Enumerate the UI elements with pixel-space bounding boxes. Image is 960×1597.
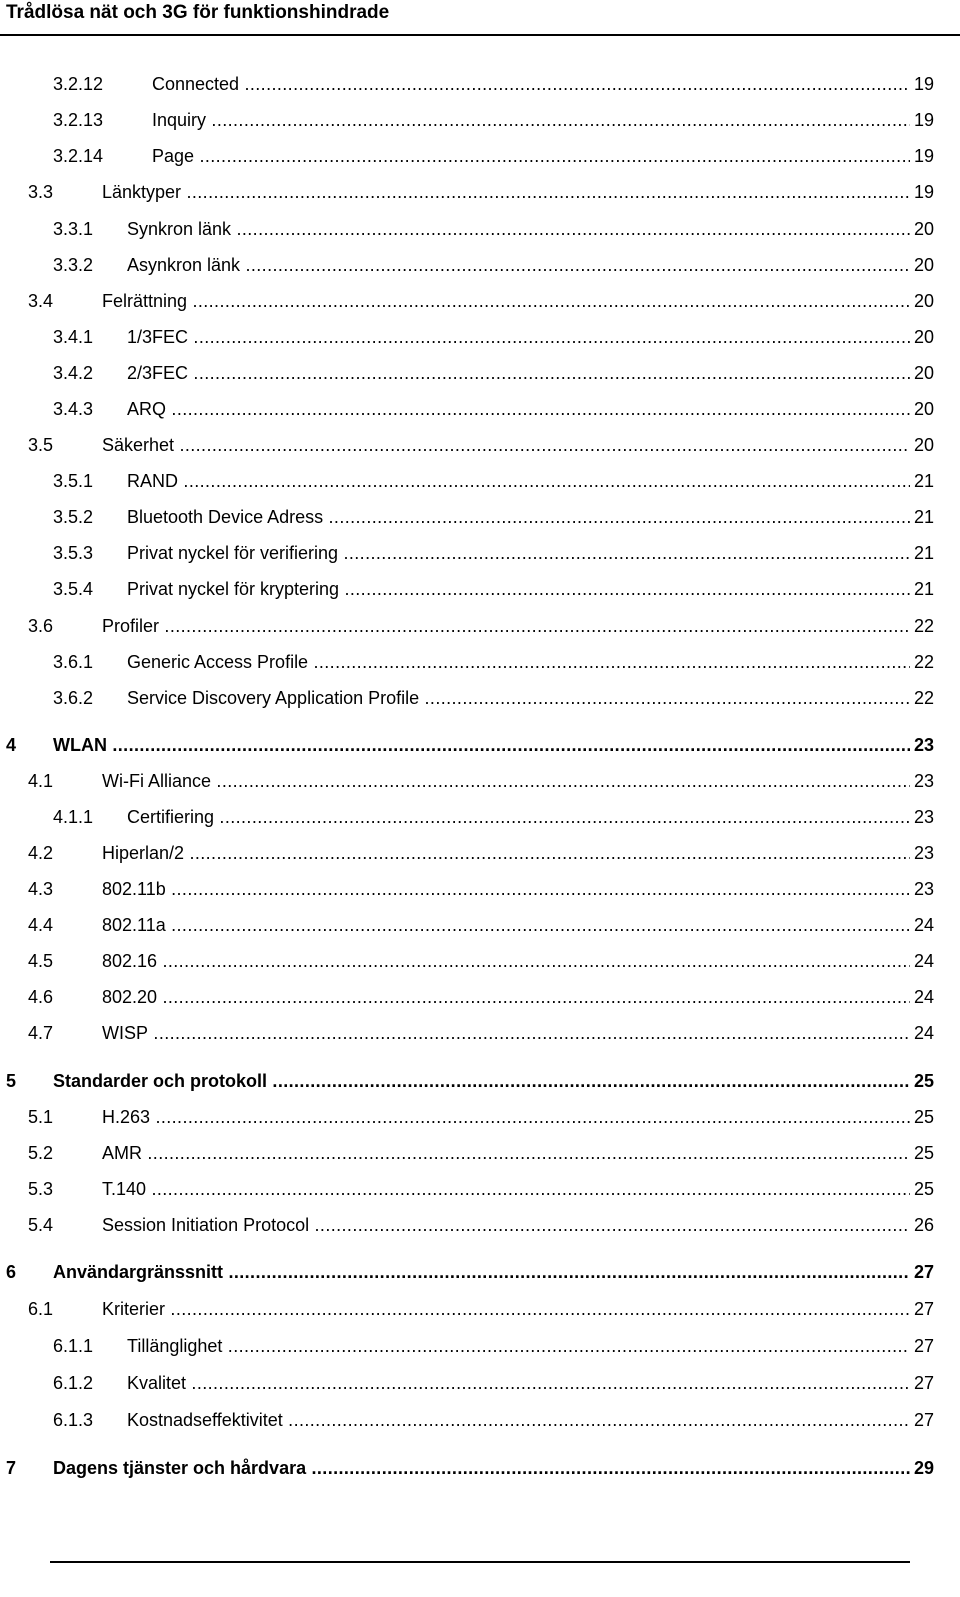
toc-entry[interactable] <box>0 361 960 385</box>
toc-entry[interactable] <box>0 72 960 96</box>
footer-divider <box>50 1561 910 1563</box>
toc-title: AMR ..... <box>102 1141 910 1165</box>
toc-page-number: 21 <box>914 469 954 493</box>
toc-page-number: 19 <box>914 180 954 204</box>
toc-title: Kvalitet ..... <box>127 1371 910 1395</box>
toc-number: 3.5.3 <box>53 543 94 563</box>
toc-title: Hiperlan/2 ..... <box>102 841 910 865</box>
toc-page-number: 23 <box>914 769 954 793</box>
toc-title: Privat nyckel för kryptering ..... <box>127 577 910 601</box>
toc-title: Dagens tjänster och hårdvara ..... <box>53 1456 910 1480</box>
toc-entry[interactable] <box>0 1105 960 1129</box>
toc-entry[interactable] <box>0 1334 960 1358</box>
toc-chapter[interactable] <box>0 733 960 757</box>
toc-number: 3.5 <box>28 435 54 455</box>
toc-page-number: 20 <box>914 397 954 421</box>
toc-number: 6 <box>6 1262 17 1282</box>
toc-entry[interactable] <box>0 253 960 277</box>
toc-title: Connected ..... <box>152 72 910 96</box>
header-divider <box>0 34 960 36</box>
toc-page-number: 25 <box>914 1141 954 1165</box>
toc-entry[interactable] <box>0 1177 960 1201</box>
toc-number: 4.1 <box>28 771 54 791</box>
toc-chapter[interactable] <box>0 1456 960 1480</box>
toc-number: 3.4 <box>28 291 54 311</box>
toc-title: Användargränssnitt ..... <box>53 1260 910 1284</box>
toc-number: 3.4.1 <box>53 327 94 347</box>
toc-entry[interactable] <box>0 614 960 638</box>
toc-number: 3.6 <box>28 616 54 636</box>
toc-page-number: 27 <box>914 1408 954 1432</box>
toc-title: 802.20 ..... <box>102 985 910 1009</box>
toc-entry[interactable] <box>0 1408 960 1432</box>
toc-page-number: 25 <box>914 1177 954 1201</box>
toc-title: Bluetooth Device Adress ..... <box>127 505 910 529</box>
toc-number: 4.7 <box>28 1023 54 1043</box>
toc-page-number: 23 <box>914 841 954 865</box>
toc-number: 5.2 <box>28 1143 54 1163</box>
toc-number: 3.4.2 <box>53 363 94 383</box>
toc-page-number: 25 <box>914 1105 954 1129</box>
toc-entry[interactable] <box>0 985 960 1009</box>
toc-page-number: 21 <box>914 505 954 529</box>
toc-number: 4.4 <box>28 915 54 935</box>
toc-entry[interactable] <box>0 650 960 674</box>
toc-entry[interactable] <box>0 1141 960 1165</box>
toc-number: 3.2.13 <box>53 110 104 130</box>
toc-chapter[interactable] <box>0 1069 960 1093</box>
toc-page-number: 24 <box>914 985 954 1009</box>
toc-entry[interactable] <box>0 180 960 204</box>
toc-number: 5 <box>6 1071 17 1091</box>
toc-entry[interactable] <box>0 1371 960 1395</box>
toc-title: Certifiering ..... <box>127 805 910 829</box>
toc-number: 3.3.1 <box>53 219 94 239</box>
toc-number: 4.2 <box>28 843 54 863</box>
toc-title: Länktyper ..... <box>102 180 910 204</box>
toc-title: Profiler ..... <box>102 614 910 638</box>
toc-page-number: 27 <box>914 1260 954 1284</box>
toc-title: 802.11b ..... <box>102 877 910 901</box>
toc-page-number: 20 <box>914 253 954 277</box>
toc-page-number: 24 <box>914 913 954 937</box>
toc-entry[interactable] <box>0 505 960 529</box>
toc-entry[interactable] <box>0 108 960 132</box>
toc-entry[interactable] <box>0 577 960 601</box>
toc-page-number: 23 <box>914 805 954 829</box>
toc-title: Tillänglighet ..... <box>127 1334 910 1358</box>
toc-number: 4.6 <box>28 987 54 1007</box>
toc-title: Generic Access Profile ..... <box>127 650 910 674</box>
toc-title: WISP ..... <box>102 1021 910 1045</box>
toc-number: 6.1.3 <box>53 1410 94 1430</box>
toc-page-number: 21 <box>914 577 954 601</box>
toc-title: Kostnadseffektivitet ..... <box>127 1408 910 1432</box>
toc-page-number: 23 <box>914 877 954 901</box>
toc-entry[interactable] <box>0 144 960 168</box>
toc-page-number: 20 <box>914 289 954 313</box>
toc-entry[interactable] <box>0 769 960 793</box>
toc-number: 7 <box>6 1458 17 1478</box>
toc-title: Wi-Fi Alliance ..... <box>102 769 910 793</box>
toc-entry[interactable] <box>0 469 960 493</box>
toc-title: 2/3FEC ..... <box>127 361 910 385</box>
toc-number: 3.2.14 <box>53 146 104 166</box>
toc-number: 4.1.1 <box>53 807 94 827</box>
toc-title: Standarder och protokoll ..... <box>53 1069 910 1093</box>
toc-page-number: 24 <box>914 1021 954 1045</box>
toc-title: Kriterier ..... <box>102 1297 910 1321</box>
toc-entry[interactable] <box>0 289 960 313</box>
toc-page-number: 19 <box>914 108 954 132</box>
toc-page-number: 29 <box>914 1456 954 1480</box>
toc-entry[interactable] <box>0 841 960 865</box>
toc-number: 6.1.1 <box>53 1336 94 1356</box>
toc-number: 6.1.2 <box>53 1373 94 1393</box>
toc-title: Inquiry ..... <box>152 108 910 132</box>
toc-entry[interactable] <box>0 1021 960 1045</box>
toc-number: 3.5.2 <box>53 507 94 527</box>
toc-number: 3.4.3 <box>53 399 94 419</box>
toc-number: 4 <box>6 735 17 755</box>
toc-entry[interactable] <box>0 686 960 710</box>
toc-page-number: 19 <box>914 72 954 96</box>
toc-title: WLAN ..... <box>53 733 910 757</box>
toc-title: 1/3FEC ..... <box>127 325 910 349</box>
toc-page-number: 23 <box>914 733 954 757</box>
toc-page-number: 24 <box>914 949 954 973</box>
toc-title: Säkerhet ..... <box>102 433 910 457</box>
toc-entry[interactable] <box>0 913 960 937</box>
toc-title: Synkron länk ..... <box>127 217 910 241</box>
toc-entry[interactable] <box>0 325 960 349</box>
toc-page-number: 20 <box>914 433 954 457</box>
toc-page-number: 20 <box>914 325 954 349</box>
toc-page-number: 22 <box>914 614 954 638</box>
toc-page-number: 27 <box>914 1297 954 1321</box>
toc-page-number: 19 <box>914 144 954 168</box>
toc-page-number: 25 <box>914 1069 954 1093</box>
toc-number: 3.2.12 <box>53 74 104 94</box>
toc-entry[interactable] <box>0 217 960 241</box>
toc-number: 5.1 <box>28 1107 54 1127</box>
toc-number: 6.1 <box>28 1299 54 1319</box>
toc-title: 802.16 ..... <box>102 949 910 973</box>
toc-number: 3.5.4 <box>53 579 94 599</box>
toc-entry[interactable] <box>0 949 960 973</box>
toc-number: 3.6.1 <box>53 652 94 672</box>
toc-title: Asynkron länk ..... <box>127 253 910 277</box>
toc-title: ARQ ..... <box>127 397 910 421</box>
toc-number: 3.5.1 <box>53 471 94 491</box>
toc-entry[interactable] <box>0 877 960 901</box>
toc-number: 3.3 <box>28 182 54 202</box>
toc-entry[interactable] <box>0 433 960 457</box>
toc-title: 802.11a ..... <box>102 913 910 937</box>
toc-title: Session Initiation Protocol ..... <box>102 1213 910 1237</box>
toc-title: H.263 ..... <box>102 1105 910 1129</box>
toc-number: 4.5 <box>28 951 54 971</box>
toc-page-number: 26 <box>914 1213 954 1237</box>
toc-page-number: 22 <box>914 686 954 710</box>
toc-entry[interactable] <box>0 397 960 421</box>
toc-title: Page ..... <box>152 144 910 168</box>
toc-page-number: 27 <box>914 1371 954 1395</box>
toc-page-number: 20 <box>914 217 954 241</box>
toc-title: Service Discovery Application Profile ..... <box>127 686 910 710</box>
toc-entry[interactable] <box>0 1213 960 1237</box>
toc-number: 3.3.2 <box>53 255 94 275</box>
toc-title: RAND ..... <box>127 469 910 493</box>
toc-entry[interactable] <box>0 1297 960 1321</box>
toc-title: Felrättning ..... <box>102 289 910 313</box>
toc-chapter[interactable] <box>0 1260 960 1284</box>
toc-page-number: 27 <box>914 1334 954 1358</box>
toc-entry[interactable] <box>0 541 960 565</box>
toc-page-number: 22 <box>914 650 954 674</box>
toc-number: 3.6.2 <box>53 688 94 708</box>
toc-number: 5.4 <box>28 1215 54 1235</box>
toc-number: 4.3 <box>28 879 54 899</box>
page-header-title: Trådlösa nät och 3G för funktionshindrade <box>6 2 390 23</box>
toc-page-number: 21 <box>914 541 954 565</box>
toc-title: Privat nyckel för verifiering ..... <box>127 541 910 565</box>
toc-title: T.140 ..... <box>102 1177 910 1201</box>
toc-number: 5.3 <box>28 1179 54 1199</box>
toc-page-number: 20 <box>914 361 954 385</box>
toc-entry[interactable] <box>0 805 960 829</box>
